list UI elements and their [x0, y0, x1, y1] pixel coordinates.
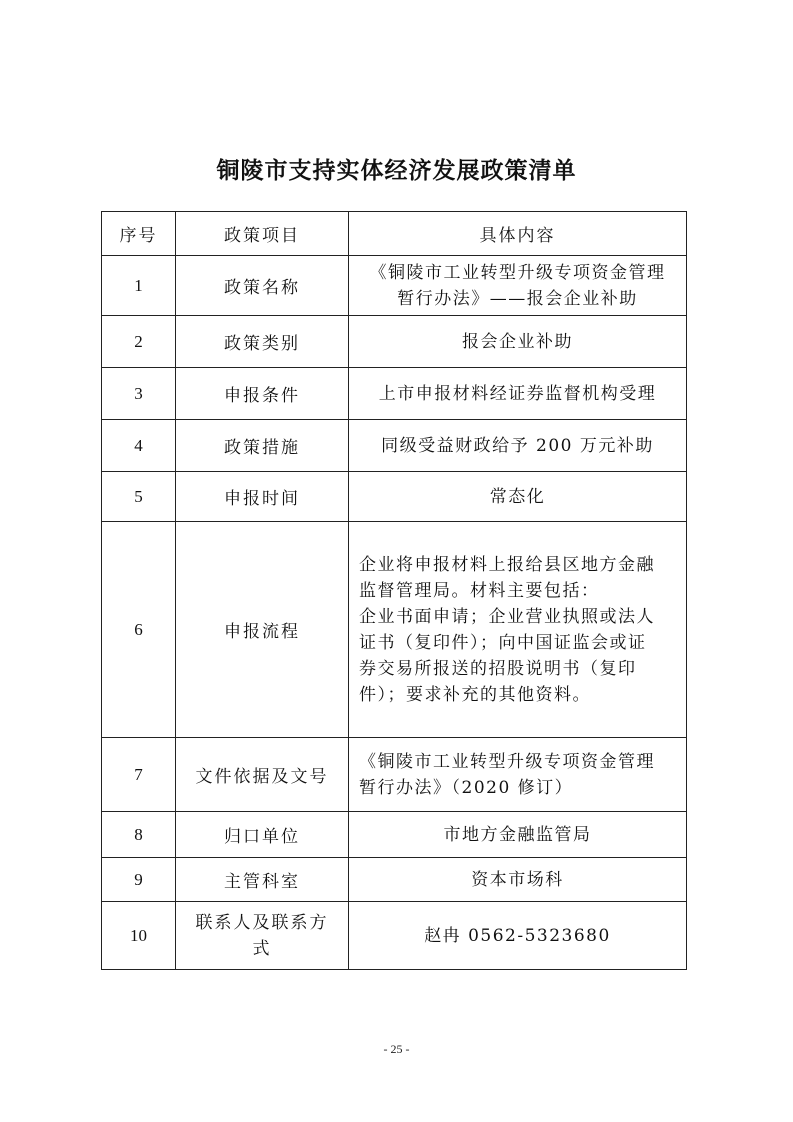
row-number: 1	[102, 256, 176, 316]
row-item: 文件依据及文号	[176, 738, 349, 812]
row-number: 9	[102, 858, 176, 902]
row-content: 赵冉 0562-5323680	[349, 902, 687, 970]
page-number: - 25 -	[383, 1042, 410, 1056]
row-item: 归口单位	[176, 812, 349, 858]
row-content: 报会企业补助	[349, 316, 687, 368]
content-line: 暂行办法》（2020 修订）	[359, 777, 574, 798]
content-line: 证书（复印件）；向中国证监会或证	[359, 632, 647, 653]
row-item: 申报条件	[176, 368, 349, 420]
header-content: 具体内容	[349, 212, 687, 256]
row-content	[349, 522, 687, 738]
table-row	[102, 316, 687, 368]
content-line: 企业书面申请；企业营业执照或法人	[359, 606, 655, 627]
table-row	[102, 738, 687, 812]
table-row	[102, 472, 687, 522]
item-line: 式	[252, 938, 272, 959]
table-row	[102, 256, 687, 316]
row-content: 上市申报材料经证券监督机构受理	[349, 368, 687, 420]
row-item	[176, 902, 349, 970]
content-line: 监督管理局。材料主要包括：	[359, 580, 600, 601]
table-row	[102, 858, 687, 902]
row-content	[349, 256, 687, 316]
row-number: 6	[102, 522, 176, 738]
content-line: 件）；要求补充的其他资料。	[359, 684, 591, 705]
row-number: 2	[102, 316, 176, 368]
row-content: 资本市场科	[349, 858, 687, 902]
row-item: 申报时间	[176, 472, 349, 522]
row-content: 常态化	[349, 472, 687, 522]
policy-table	[101, 211, 687, 970]
header-item: 政策项目	[176, 212, 349, 256]
item-line: 联系人及联系方	[195, 912, 329, 933]
content-line: 券交易所报送的招股说明书（复印	[359, 658, 637, 679]
content-line: 企业将申报材料上报给县区地方金融	[359, 554, 655, 575]
table-header-row	[102, 212, 687, 256]
row-number: 10	[102, 902, 176, 970]
page-title: 铜陵市支持实体经济发展政策清单	[216, 158, 577, 184]
row-content: 市地方金融监管局	[349, 812, 687, 858]
row-number: 5	[102, 472, 176, 522]
table-row	[102, 522, 687, 738]
row-item: 主管科室	[176, 858, 349, 902]
row-number: 3	[102, 368, 176, 420]
row-item: 政策名称	[176, 256, 349, 316]
row-item: 政策类别	[176, 316, 349, 368]
row-content	[349, 738, 687, 812]
header-no: 序号	[102, 212, 176, 256]
table-row	[102, 420, 687, 472]
table-row	[102, 902, 687, 970]
row-number: 4	[102, 420, 176, 472]
row-item: 申报流程	[176, 522, 349, 738]
row-number: 7	[102, 738, 176, 812]
content-line: 《铜陵市工业转型升级专项资金管理	[369, 262, 666, 283]
row-item: 政策措施	[176, 420, 349, 472]
row-number: 8	[102, 812, 176, 858]
row-content: 同级受益财政给予 200 万元补助	[349, 420, 687, 472]
content-line: 暂行办法》——报会企业补助	[397, 288, 638, 309]
table-row	[102, 368, 687, 420]
table-row	[102, 812, 687, 858]
content-line: 《铜陵市工业转型升级专项资金管理	[359, 751, 655, 772]
